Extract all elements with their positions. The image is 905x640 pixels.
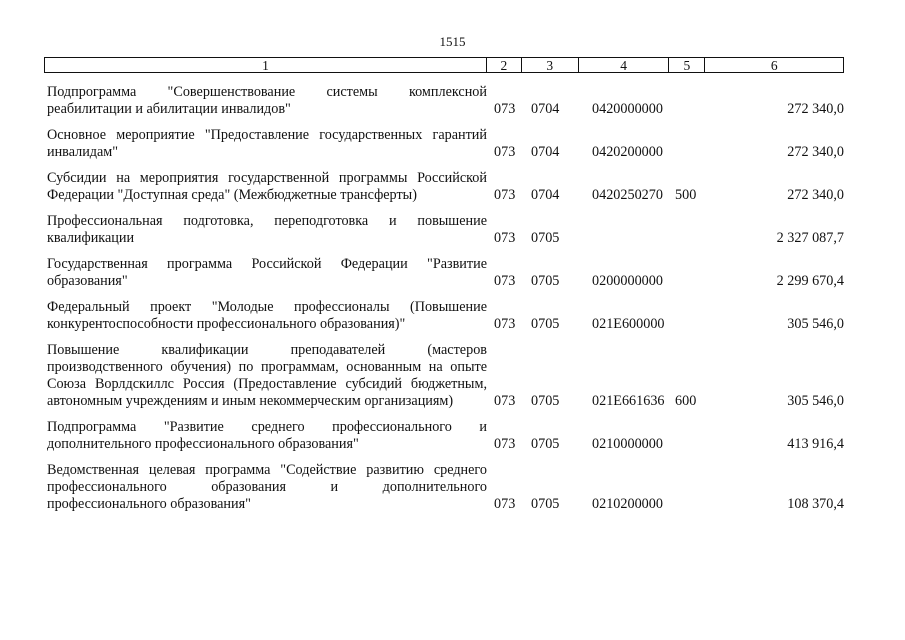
table-row — [44, 462, 844, 513]
ministry-code: 073 — [494, 436, 516, 452]
table-header — [44, 57, 844, 73]
amount: 305 546,0 — [787, 316, 844, 332]
ministry-code: 073 — [494, 187, 516, 203]
ministry-code: 073 — [494, 273, 516, 289]
page-number: 1515 — [439, 34, 466, 49]
section-code: 0704 — [531, 187, 560, 203]
expense-type-code: 500 — [675, 187, 697, 203]
row-description: Повышение квалификации преподавателей (мастеров производственного обучения) по программам, основанным на опыте Союза Ворлдскиллс Россия (Предоставление субсидий бюджетным, автономным учреждениям и иным некоммерческим организациям) — [47, 342, 487, 409]
section-code: 0705 — [531, 316, 560, 332]
amount: 272 340,0 — [787, 101, 844, 117]
target-article-code: 0210000000 — [592, 436, 663, 452]
row-description: Государственная программа Российской Федерации "Развитие образования" — [47, 256, 487, 289]
target-article-code: 0200000000 — [592, 273, 663, 289]
header-col-1: 1 — [45, 58, 487, 72]
amount: 413 916,4 — [787, 436, 844, 452]
row-description: Федеральный проект "Молодые профессионалы (Повышение конкурентоспособности профессионального образования)" — [47, 299, 487, 332]
amount: 108 370,4 — [787, 496, 844, 512]
row-description: Субсидии на мероприятия государственной программы Российской Федерации "Доступная среда" (Межбюджетные трансферты) — [47, 170, 487, 203]
target-article-code: 021E600000 — [592, 316, 665, 332]
row-description: Ведомственная целевая программа "Содействие развитию среднего профессионального образования и дополнительного профессионального образования" — [47, 462, 487, 512]
amount: 2 299 670,4 — [776, 273, 844, 289]
section-code: 0705 — [531, 496, 560, 512]
table-row — [44, 299, 844, 333]
amount: 272 340,0 — [787, 187, 844, 203]
ministry-code: 073 — [494, 101, 516, 117]
ministry-code: 073 — [494, 393, 516, 409]
ministry-code: 073 — [494, 316, 516, 332]
header-col-3: 3 — [522, 58, 579, 72]
header-col-4: 4 — [579, 58, 670, 72]
table-row — [44, 213, 844, 247]
table-row — [44, 342, 844, 410]
section-code: 0704 — [531, 101, 560, 117]
ministry-code: 073 — [494, 230, 516, 246]
expense-type-code: 600 — [675, 393, 697, 409]
section-code: 0705 — [531, 436, 560, 452]
section-code: 0705 — [531, 273, 560, 289]
budget-table — [44, 57, 844, 522]
amount: 2 327 087,7 — [776, 230, 844, 246]
target-article-code: 0420200000 — [592, 144, 663, 160]
section-code: 0705 — [531, 393, 560, 409]
table-row — [44, 419, 844, 453]
amount: 305 546,0 — [787, 393, 844, 409]
amount: 272 340,0 — [787, 144, 844, 160]
table-row — [44, 127, 844, 161]
target-article-code: 0420250270 — [592, 187, 663, 203]
section-code: 0704 — [531, 144, 560, 160]
header-col-5: 5 — [669, 58, 705, 72]
table-row — [44, 84, 844, 118]
target-article-code: 0420000000 — [592, 101, 663, 117]
target-article-code: 0210200000 — [592, 496, 663, 512]
section-code: 0705 — [531, 230, 560, 246]
row-description: Профессиональная подготовка, переподготовка и повышение квалификации — [47, 213, 487, 246]
header-col-2: 2 — [487, 58, 522, 72]
row-description: Основное мероприятие "Предоставление государственных гарантий инвалидам" — [47, 127, 487, 160]
row-description: Подпрограмма "Совершенствование системы комплексной реабилитации и абилитации инвалидов" — [47, 84, 487, 117]
ministry-code: 073 — [494, 496, 516, 512]
table-row — [44, 170, 844, 204]
table-body — [44, 84, 844, 513]
header-col-6: 6 — [770, 58, 778, 73]
table-row — [44, 256, 844, 290]
target-article-code: 021E661636 — [592, 393, 665, 409]
row-description: Подпрограмма "Развитие среднего профессионального и дополнительного профессионального образования" — [47, 419, 487, 452]
ministry-code: 073 — [494, 144, 516, 160]
